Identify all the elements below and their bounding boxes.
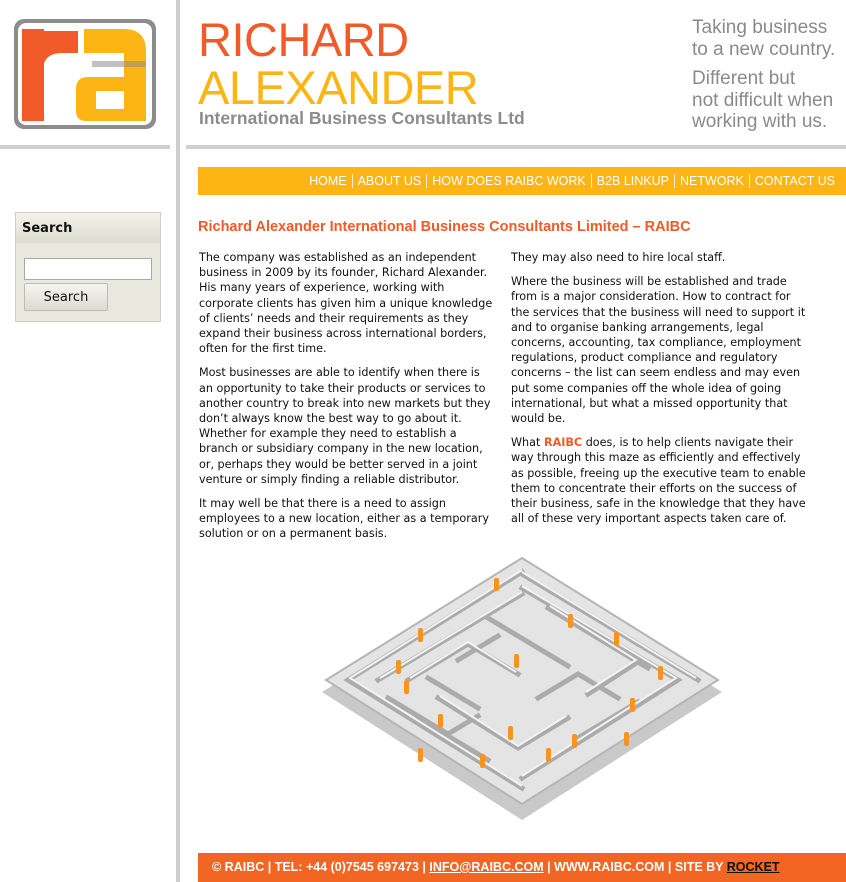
brand-name-richard: RICHARD xyxy=(198,13,409,66)
tagline-line-1: Taking business xyxy=(692,17,828,38)
page-title: Richard Alexander International Business Consultants Limited – RAIBC xyxy=(198,219,691,235)
tagline-line-4: not difficult when xyxy=(692,90,834,111)
footer-copyright: © RAIBC | TEL: +44 (0)7545 697473 | xyxy=(212,860,430,874)
search-button[interactable]: Search xyxy=(24,283,108,311)
nav-contact-us[interactable]: CONTACT US xyxy=(754,174,835,188)
ra-logo[interactable] xyxy=(14,19,156,129)
paragraph-text: What xyxy=(511,436,544,450)
nav-separator xyxy=(352,174,353,188)
main-nav xyxy=(198,167,846,195)
paragraph: Most businesses are able to identify when there is an opportunity to take their products or services to another country to break into new markets but they don’t always know the best way to go about it. Whether for example they need to establish a branch or subsidiary company in the new location, or, perhaps they would be better served in a joint venture or simply finding a reliable distributor. xyxy=(199,366,491,486)
footer-bar xyxy=(198,853,846,882)
header-divider-right xyxy=(186,145,846,149)
nav-home[interactable]: HOME xyxy=(309,174,347,188)
raibc-highlight: RAIBC xyxy=(543,436,583,450)
nav-network[interactable]: NETWORK xyxy=(680,174,744,188)
search-title: Search xyxy=(22,221,73,236)
paragraph: It may well be that there is a need to assign employees to a new location, either as a temporary solution or on a permanent basis. xyxy=(199,497,489,541)
nav-separator xyxy=(674,174,675,188)
content-column-right xyxy=(511,250,806,535)
footer-email-link[interactable]: INFO@RAIBC.COM xyxy=(429,860,544,874)
paragraph: They may also need to hire local staff. xyxy=(511,251,726,264)
vertical-divider xyxy=(176,0,180,882)
search-panel xyxy=(15,212,161,322)
paragraph-text: does, is to help clients navigate their way through this maze as efficiently and effectively as possible, freeing up the executive team to enable them to concentrate their efforts on the success of their business, safe in the knowledge that they have all of these very important aspects taken care of. xyxy=(511,436,806,526)
paragraph xyxy=(511,435,806,526)
footer-site-by-link[interactable]: ROCKET xyxy=(726,860,780,874)
content-column-left xyxy=(199,250,494,551)
paragraph: Where the business will be established and trade from is a major consideration. How to contract for the services that the business will need to support it and to organise banking arrangements, legal concerns, accounting, tax compliance, employment regulations, product compliance and regulatory concerns – the list can seem endless and may even put some companies off the whole idea of going international, but what a missed opportunity that would be. xyxy=(511,275,806,426)
nav-separator xyxy=(749,174,750,188)
footer-website: | WWW.RAIBC.COM | SITE BY xyxy=(543,860,727,874)
nav-about-us[interactable]: ABOUT US xyxy=(357,174,422,188)
tagline-line-3: Different but xyxy=(692,68,796,89)
paragraph: The company was established as an independent business in 2009 by its founder, Richard Alexander. His many years of experience, working with corporate clients has given him a unique knowledge of clients’ needs and their requirements as they expand their business across international borders, often for the first time. xyxy=(199,251,493,356)
nav-b2b-linkup[interactable]: B2B LINKUP xyxy=(596,174,669,188)
maze-illustration xyxy=(318,548,726,836)
brand-subtitle: International Business Consultants Ltd xyxy=(199,108,525,128)
tagline-line-2: to a new country. xyxy=(692,39,836,60)
search-input[interactable] xyxy=(24,258,152,280)
nav-separator xyxy=(426,174,427,188)
tagline-line-5: working with us. xyxy=(692,111,828,132)
nav-separator xyxy=(591,174,592,188)
brand-name-alexander: ALEXANDER xyxy=(198,61,479,114)
nav-how-does-raibc-work[interactable]: HOW DOES RAIBC WORK xyxy=(432,174,586,188)
header-divider-left xyxy=(0,145,170,149)
